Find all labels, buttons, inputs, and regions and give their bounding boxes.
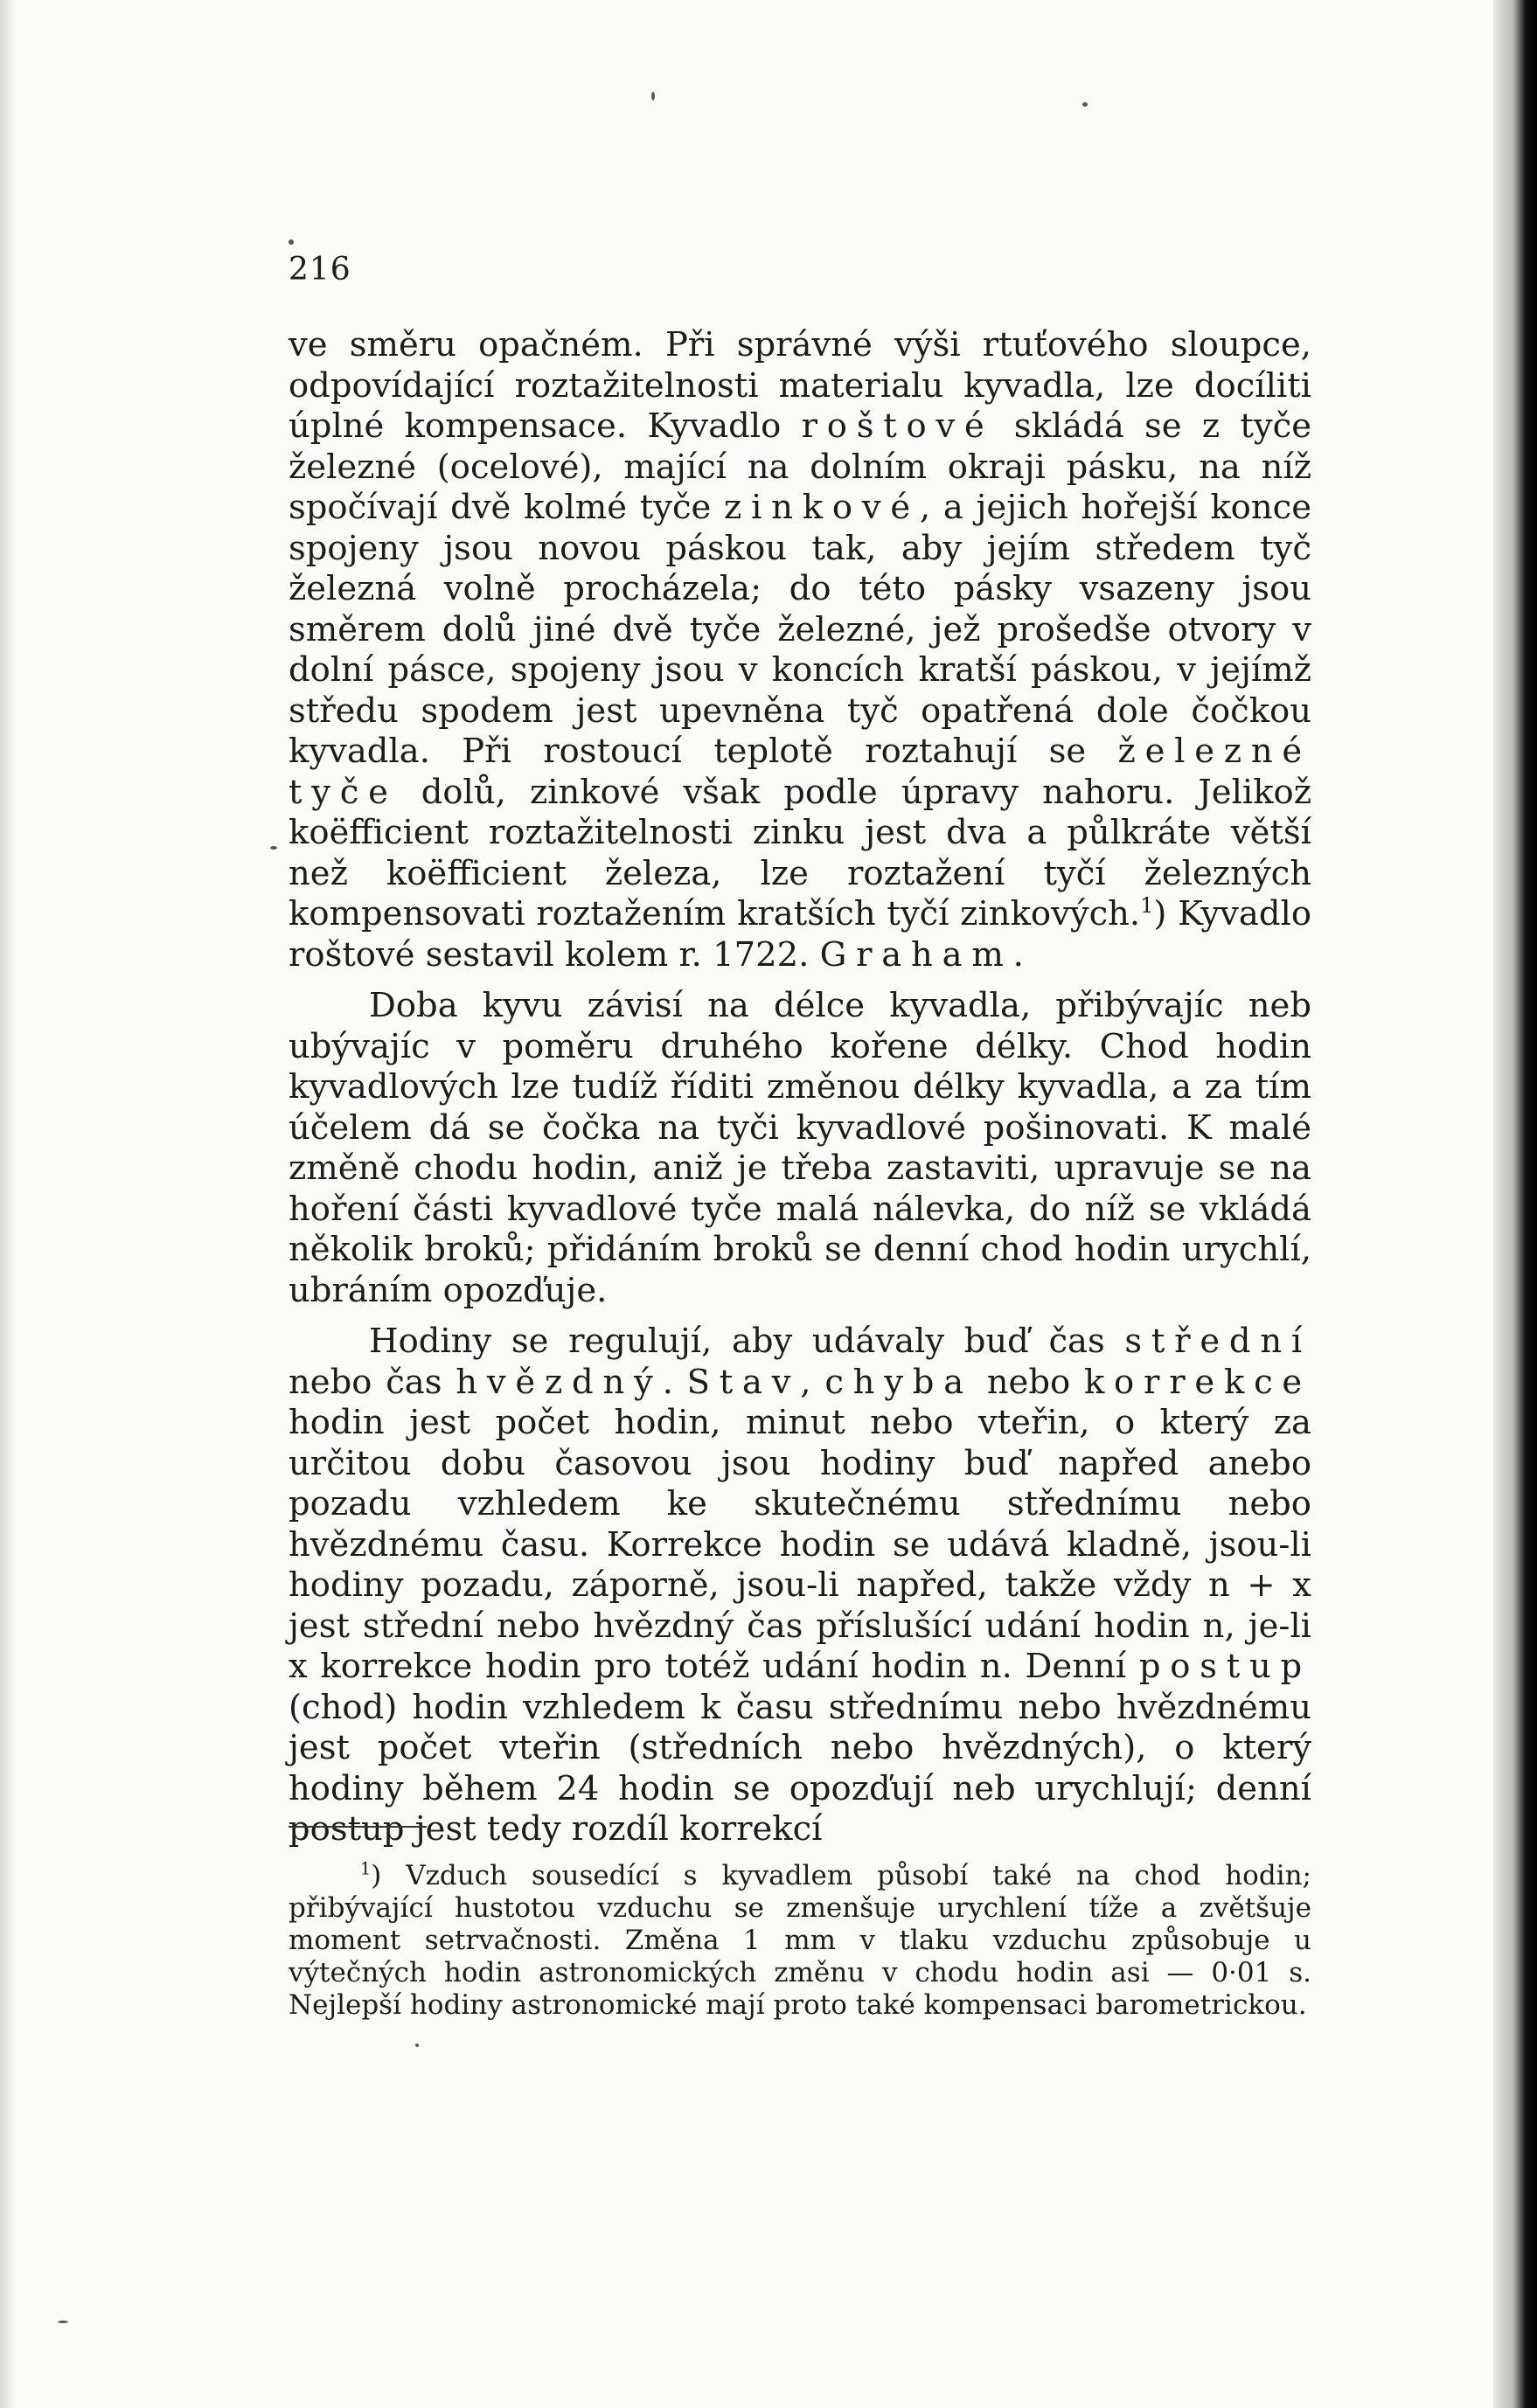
paragraph-2: Doba kyvu závisí na délce kyvadla, přibývajíc neb ubývajíc v poměru druhého kořene délky. Chod hodin kyvadlových lze tudíž říditi změnou délky kyvadla, a za tím účelem dá se čočka na tyči kyvadlové pošinovati. K malé změně chodu hodin, aniž je třeba zastaviti, upravuje se na hoření části kyvadlové tyče malá nálevka, do níž se vkládá několik broků; přidáním broků se denní chod hodin urychlí, ubráním opozďuje. [289,986,1311,1310]
page-number: 216 [289,252,351,288]
speck [270,846,277,850]
speck [1082,102,1088,107]
footnote [289,1860,1311,2022]
speck [58,2321,68,2323]
speck [415,2044,419,2047]
footnote-ref: 1 [1140,893,1154,919]
paragraph-3: Hodiny se regulují, aby udávaly buď čas střední nebo čas hvězdný. Stav, chyba nebo korrekce hodin jest počet hodin, minut nebo vteřin, o který za určitou dobu časovou jsou hodiny buď napřed anebo pozadu vzhledem ke skutečnému střednímu nebo hvězdnému času. Korrekce hodin se udává kladně, jsou-li hodiny pozadu, záporně, jsou-li napřed, takže vždy n + x jest střední nebo hvězdný čas příslušící udání hodin n, je-li x korrekce hodin pro totéž udání hodin n. Denní postup (chod) hodin vzhledem k času střednímu nebo hvězdnému jest počet vteřin (středních nebo hvězdných), o který hodiny během 24 hodin se opozďují neb urychlují; denní postup jest tedy rozdíl korrekcí [289,1322,1311,1849]
speck [289,239,294,245]
speck [651,92,655,101]
footnote-marker: 1 [360,1858,372,1879]
footnote-text: ) Vzduch sousedící s kyvadlem působí také na chod hodin; přibývající hustotou vzduchu se zmenšuje urychlení tíže a zvětšuje moment setrvačnosti. Změna 1 mm v tlaku vzduchu způsobuje u výtečných hodin astronomických změnu v chodu hodin asi — 0·01 s. Nejlepší hodiny astronomické mají proto také kompensaci barometrickou. [289,1860,1311,2021]
paragraph-1: ve směru opačném. Při správné výši rtuťového sloupce, odpovídající roztažitelnosti materialu kyvadla, lze docíliti úplné kompensace. Kyvadlo roštové skládá se z tyče železné (ocelové), mající na dolním okraji pásku, na níž spočívají dvě kolmé tyče zinkové, a jejich hořejší konce spojeny jsou novou páskou tak, aby jejím středem tyč železná volně procházela; do této pásky vsazeny jsou směrem dolů jiné dvě tyče železné, jež prošedše otvory v dolní pásce, spojeny jsou v koncích kratší páskou, v jejímž středu spodem jest upevněna tyč opatřená dole čočkou kyvadla. Při rostoucí teplotě roztahují se železné tyče dolů, zinkové však podle úpravy nahoru. Jelikož koëfficient roztažitelnosti zinku jest dva a půlkráte větší než koëfficient železa, lze roztažení tyčí železných kompensovati roztažením kratších tyčí zinkových.$^1$) Kyvadlo roštové sestavil kolem r. 1722. Graham. [289,325,1311,975]
body-text [289,325,1311,1850]
footnote-divider [289,1826,427,1828]
page-left-shadow [0,0,16,2408]
scan-dark-edge [1493,0,1537,2408]
